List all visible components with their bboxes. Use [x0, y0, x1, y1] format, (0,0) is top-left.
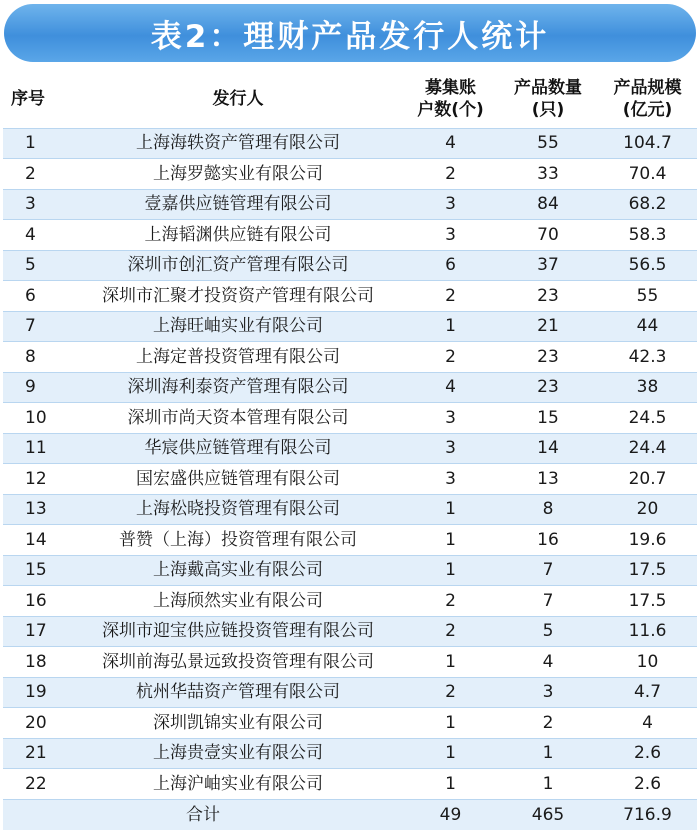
- cell-scale: 17.5: [598, 586, 697, 617]
- issuer-stats-table: [3, 70, 697, 830]
- cell-no: 5: [3, 250, 73, 281]
- total-count: 465: [498, 799, 598, 830]
- cell-scale: 24.4: [598, 433, 697, 464]
- cell-accounts: 1: [403, 555, 498, 586]
- cell-no: 16: [3, 586, 73, 617]
- cell-issuer: 上海定普投资管理有限公司: [73, 342, 403, 373]
- cell-count: 7: [498, 555, 598, 586]
- cell-accounts: 4: [403, 128, 498, 159]
- cell-no: 3: [3, 189, 73, 220]
- cell-count: 14: [498, 433, 598, 464]
- cell-accounts: 2: [403, 281, 498, 312]
- cell-no: 10: [3, 403, 73, 434]
- cell-accounts: 3: [403, 433, 498, 464]
- header-count: [498, 70, 598, 128]
- table-row: [3, 159, 697, 190]
- cell-accounts: 1: [403, 738, 498, 769]
- cell-count: 2: [498, 708, 598, 739]
- cell-no: 11: [3, 433, 73, 464]
- cell-count: 70: [498, 220, 598, 251]
- table-row: [3, 220, 697, 251]
- table-row: [3, 464, 697, 495]
- cell-accounts: 3: [403, 189, 498, 220]
- cell-accounts: 1: [403, 494, 498, 525]
- cell-scale: 42.3: [598, 342, 697, 373]
- cell-no: 12: [3, 464, 73, 495]
- cell-count: 21: [498, 311, 598, 342]
- header-count-line1: 产品数量: [514, 77, 582, 98]
- header-issuer: 发行人: [73, 70, 403, 128]
- cell-issuer: 深圳市迎宝供应链投资管理有限公司: [73, 616, 403, 647]
- cell-scale: 70.4: [598, 159, 697, 190]
- cell-no: 1: [3, 128, 73, 159]
- cell-count: 23: [498, 372, 598, 403]
- cell-no: 15: [3, 555, 73, 586]
- table-row: [3, 677, 697, 708]
- cell-issuer: 上海沪岫实业有限公司: [73, 769, 403, 800]
- header-scale: [598, 70, 697, 128]
- cell-accounts: 2: [403, 677, 498, 708]
- cell-no: 18: [3, 647, 73, 678]
- table-title: 表2：理财产品发行人统计: [150, 18, 550, 55]
- cell-scale: 56.5: [598, 250, 697, 281]
- cell-accounts: 1: [403, 647, 498, 678]
- cell-issuer: 上海罗懿实业有限公司: [73, 159, 403, 190]
- table-row: [3, 342, 697, 373]
- total-scale: 716.9: [598, 799, 697, 830]
- cell-no: 22: [3, 769, 73, 800]
- cell-no: 21: [3, 738, 73, 769]
- cell-no: 17: [3, 616, 73, 647]
- cell-no: 14: [3, 525, 73, 556]
- cell-count: 1: [498, 769, 598, 800]
- cell-count: 4: [498, 647, 598, 678]
- cell-no: 2: [3, 159, 73, 190]
- table-row: [3, 281, 697, 312]
- cell-issuer: 深圳海利泰资产管理有限公司: [73, 372, 403, 403]
- cell-issuer: 深圳市汇聚才投资资产管理有限公司: [73, 281, 403, 312]
- cell-accounts: 2: [403, 342, 498, 373]
- cell-issuer: 上海戴高实业有限公司: [73, 555, 403, 586]
- cell-count: 8: [498, 494, 598, 525]
- cell-count: 5: [498, 616, 598, 647]
- total-accounts: 49: [403, 799, 498, 830]
- cell-scale: 17.5: [598, 555, 697, 586]
- cell-issuer: 上海颀然实业有限公司: [73, 586, 403, 617]
- cell-count: 1: [498, 738, 598, 769]
- total-label: 合计: [3, 799, 403, 830]
- table-row: [3, 555, 697, 586]
- cell-scale: 2.6: [598, 769, 697, 800]
- table-row: [3, 525, 697, 556]
- cell-issuer: 华宸供应链管理有限公司: [73, 433, 403, 464]
- cell-count: 37: [498, 250, 598, 281]
- cell-count: 13: [498, 464, 598, 495]
- header-accounts-line1: 募集账: [425, 77, 476, 98]
- cell-scale: 4: [598, 708, 697, 739]
- cell-no: 9: [3, 372, 73, 403]
- cell-count: 15: [498, 403, 598, 434]
- cell-no: 8: [3, 342, 73, 373]
- table-row: [3, 433, 697, 464]
- cell-count: 3: [498, 677, 598, 708]
- cell-count: 23: [498, 281, 598, 312]
- header-scale-line2: (亿元): [622, 99, 673, 120]
- cell-scale: 58.3: [598, 220, 697, 251]
- cell-scale: 20: [598, 494, 697, 525]
- table-row: [3, 616, 697, 647]
- cell-count: 16: [498, 525, 598, 556]
- header-accounts: [403, 70, 498, 128]
- cell-scale: 104.7: [598, 128, 697, 159]
- table-row: [3, 738, 697, 769]
- table-row: [3, 769, 697, 800]
- cell-scale: 68.2: [598, 189, 697, 220]
- table-row: [3, 586, 697, 617]
- table-row: [3, 128, 697, 159]
- header-scale-line1: 产品规模: [613, 77, 682, 98]
- cell-count: 23: [498, 342, 598, 373]
- cell-scale: 24.5: [598, 403, 697, 434]
- cell-accounts: 2: [403, 616, 498, 647]
- cell-issuer: 普赞（上海）投资管理有限公司: [73, 525, 403, 556]
- table-row: [3, 250, 697, 281]
- cell-accounts: 1: [403, 769, 498, 800]
- cell-count: 55: [498, 128, 598, 159]
- cell-no: 20: [3, 708, 73, 739]
- cell-accounts: 3: [403, 403, 498, 434]
- cell-scale: 11.6: [598, 616, 697, 647]
- cell-issuer: 上海韬渊供应链有限公司: [73, 220, 403, 251]
- cell-issuer: 深圳市创汇资产管理有限公司: [73, 250, 403, 281]
- cell-accounts: 6: [403, 250, 498, 281]
- cell-no: 19: [3, 677, 73, 708]
- header-row: [3, 70, 697, 128]
- header-accounts-line2: 户数(个): [417, 99, 484, 120]
- cell-scale: 4.7: [598, 677, 697, 708]
- cell-scale: 10: [598, 647, 697, 678]
- cell-no: 4: [3, 220, 73, 251]
- cell-scale: 55: [598, 281, 697, 312]
- cell-issuer: 上海海轶资产管理有限公司: [73, 128, 403, 159]
- table-row: [3, 311, 697, 342]
- table-body: [3, 128, 697, 799]
- cell-scale: 20.7: [598, 464, 697, 495]
- cell-count: 33: [498, 159, 598, 190]
- table-row: [3, 708, 697, 739]
- cell-count: 7: [498, 586, 598, 617]
- cell-scale: 44: [598, 311, 697, 342]
- cell-accounts: 1: [403, 708, 498, 739]
- cell-no: 13: [3, 494, 73, 525]
- cell-accounts: 2: [403, 159, 498, 190]
- table-row: [3, 494, 697, 525]
- cell-issuer: 上海贵壹实业有限公司: [73, 738, 403, 769]
- cell-count: 84: [498, 189, 598, 220]
- header-no: 序号: [3, 70, 73, 128]
- cell-issuer: 上海旺岫实业有限公司: [73, 311, 403, 342]
- cell-accounts: 1: [403, 525, 498, 556]
- cell-scale: 19.6: [598, 525, 697, 556]
- header-count-line2: (只): [531, 99, 565, 120]
- cell-issuer: 壹嘉供应链管理有限公司: [73, 189, 403, 220]
- cell-accounts: 1: [403, 311, 498, 342]
- table-row: [3, 403, 697, 434]
- table-row: [3, 189, 697, 220]
- table-row: [3, 647, 697, 678]
- cell-issuer: 上海松晓投资管理有限公司: [73, 494, 403, 525]
- title-banner: [4, 4, 696, 62]
- total-row: [3, 799, 697, 830]
- table-row: [3, 372, 697, 403]
- cell-accounts: 4: [403, 372, 498, 403]
- cell-issuer: 深圳市尚天资本管理有限公司: [73, 403, 403, 434]
- cell-issuer: 国宏盛供应链管理有限公司: [73, 464, 403, 495]
- cell-issuer: 深圳凯锦实业有限公司: [73, 708, 403, 739]
- cell-issuer: 杭州华喆资产管理有限公司: [73, 677, 403, 708]
- cell-accounts: 3: [403, 464, 498, 495]
- cell-accounts: 2: [403, 586, 498, 617]
- cell-issuer: 深圳前海弘景远致投资管理有限公司: [73, 647, 403, 678]
- cell-no: 6: [3, 281, 73, 312]
- cell-no: 7: [3, 311, 73, 342]
- cell-scale: 2.6: [598, 738, 697, 769]
- cell-accounts: 3: [403, 220, 498, 251]
- cell-scale: 38: [598, 372, 697, 403]
